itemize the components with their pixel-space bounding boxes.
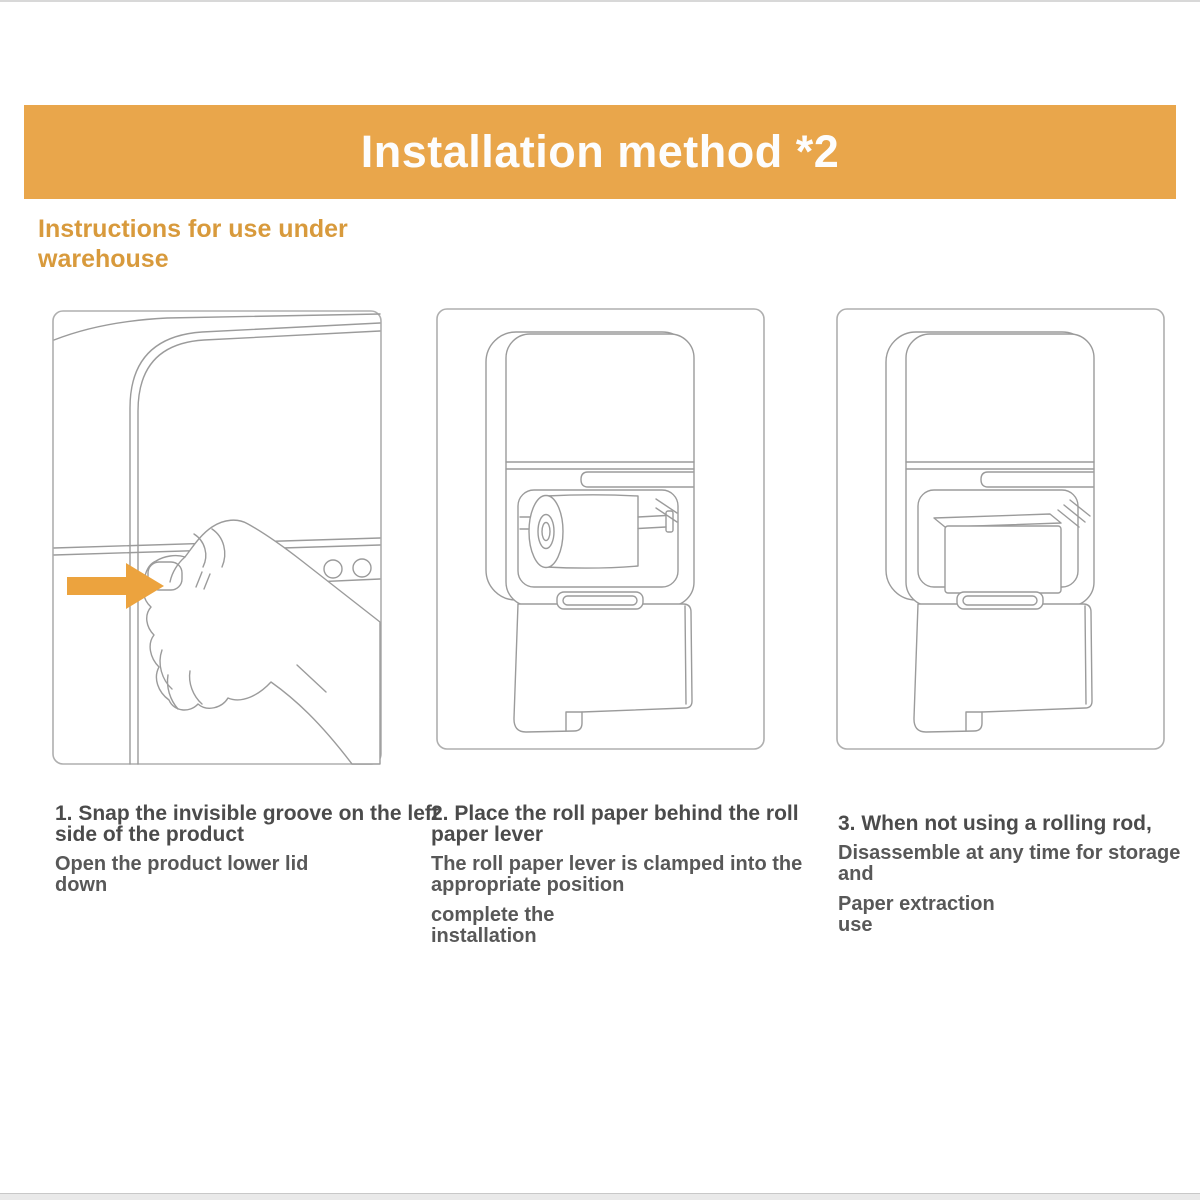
hand-drawing xyxy=(143,520,380,764)
step3-caption xyxy=(838,813,1198,936)
subtitle xyxy=(38,214,348,274)
step1-caption-title xyxy=(55,802,439,846)
caption-line: side of the product xyxy=(55,823,244,846)
hand-pressing-groove-drawing xyxy=(52,310,382,765)
step3-caption-body xyxy=(838,843,1198,885)
dispenser-with-storage-box-drawing xyxy=(836,308,1166,751)
lid-clasp xyxy=(557,592,643,609)
subtitle-line: Instructions for use under xyxy=(38,215,348,243)
bottom-edge-strip xyxy=(0,1193,1200,1200)
step3-caption-title xyxy=(838,813,1198,834)
lid-clasp xyxy=(957,592,1043,609)
caption-line: appropriate position xyxy=(431,874,625,896)
vent-hole xyxy=(353,559,371,577)
step2-caption-title xyxy=(431,802,799,846)
caption-line: and xyxy=(838,863,874,885)
caption-line: paper lever xyxy=(431,823,544,846)
step2-illustration-panel xyxy=(436,308,766,751)
step1-illustration-panel xyxy=(52,310,382,765)
page-title: Installation method *2 xyxy=(360,126,840,177)
open-lower-lid xyxy=(514,592,692,732)
caption-line: complete the xyxy=(431,904,555,926)
step2-caption xyxy=(431,802,803,947)
caption-line: Disassemble at any time for storage xyxy=(838,842,1181,864)
step2-caption-body xyxy=(431,853,803,896)
step3-caption-body xyxy=(838,894,1198,936)
caption-line: down xyxy=(55,874,108,896)
caption-line: Paper extraction xyxy=(838,893,995,915)
step3-illustration-panel xyxy=(836,308,1166,751)
subtitle-line: warehouse xyxy=(38,245,169,273)
step1-caption xyxy=(55,802,439,896)
caption-line: The roll paper lever is clamped into the xyxy=(431,853,803,875)
caption-line: 3. When not using a rolling rod, xyxy=(838,812,1152,835)
title-banner xyxy=(24,105,1176,199)
dispenser-with-paper-roll-drawing xyxy=(436,308,766,751)
vent-hole xyxy=(324,560,342,578)
step2-caption-body xyxy=(431,905,791,947)
caption-line: use xyxy=(838,914,873,936)
top-edge-strip xyxy=(0,0,1200,2)
caption-line: 1. Snap the invisible groove on the left xyxy=(55,802,439,825)
caption-line: 2. Place the roll paper behind the roll xyxy=(431,802,799,825)
caption-line: Open the product lower lid xyxy=(55,853,309,875)
step1-caption-body xyxy=(55,854,415,896)
caption-line: installation xyxy=(431,925,537,947)
open-lower-lid xyxy=(914,592,1092,732)
